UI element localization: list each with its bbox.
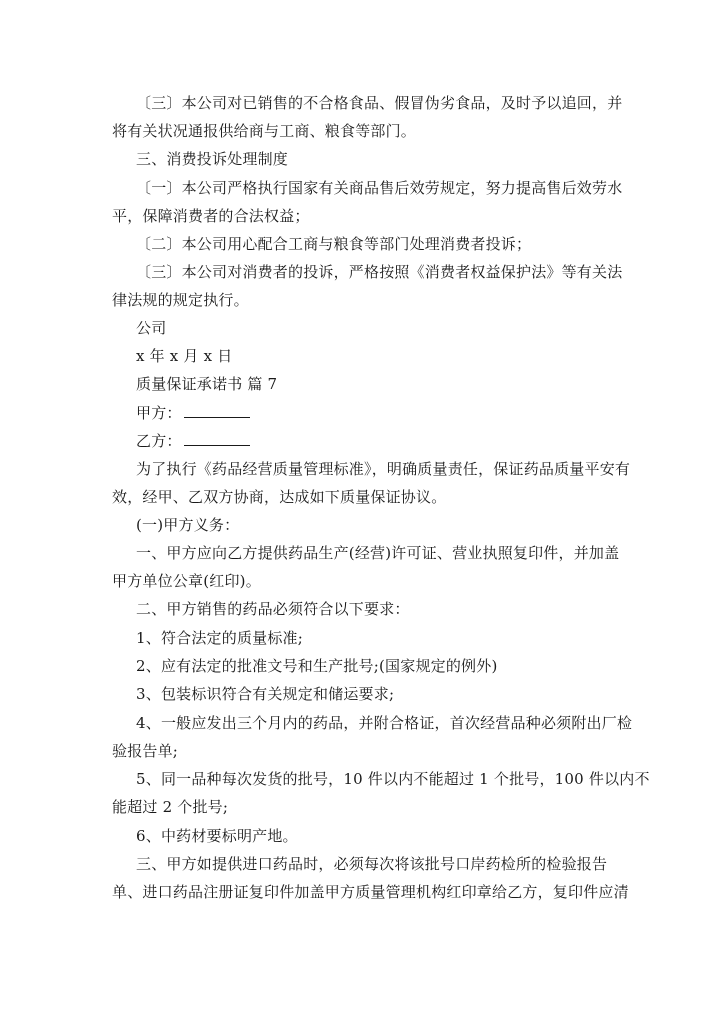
paragraph-line: 〔一〕本公司严格执行国家有关商品售后效劳规定，努力提高售后效劳水: [136, 179, 623, 197]
paragraph-line: 效，经甲、乙双方协商，达成如下质量保证协议。: [112, 488, 447, 506]
paragraph-line: 二、甲方销售的药品必须符合以下要求：: [136, 600, 410, 618]
list-item: 5、同一品种每次发货的批号，10 件以内不能超过 1 个批号，100 件以内不: [136, 770, 650, 788]
section-heading: 三、消费投诉处理制度: [136, 150, 289, 168]
paragraph-line: 平，保障消费者的合法权益；: [112, 207, 310, 225]
party-a-field: [136, 403, 250, 423]
paragraph-line: 〔三〕本公司对消费者的投诉，严格按照《消费者权益保护法》等有关法: [136, 263, 623, 281]
list-item: 2、应有法定的批准文号和生产批号;(国家规定的例外): [136, 657, 498, 675]
paragraph-line: 律法规的规定执行。: [112, 291, 249, 309]
list-item: 6、中药材要标明产地。: [136, 827, 298, 845]
paragraph-line: 为了执行《药品经营质量管理标准》，明确质量责任，保证药品质量平安有: [136, 460, 631, 478]
party-b-field: [136, 431, 250, 451]
list-item: 1、符合法定的质量标准;: [136, 629, 303, 647]
party-a-label: 甲方：: [136, 404, 182, 422]
list-item: 4、一般应发出三个月内的药品，并附合格证，首次经营品种必须附出厂检: [136, 714, 633, 732]
document-title: 质量保证承诺书 篇 7: [136, 375, 278, 393]
party-a-blank: [184, 403, 250, 418]
paragraph-line: 三、甲方如提供进口药品时，必须每次将该批号口岸药检所的检验报告: [136, 855, 608, 873]
company-signature: 公司: [136, 319, 167, 337]
paragraph-line: 将有关状况通报供给商与工商、粮食等部门。: [112, 122, 417, 140]
signature-date: x 年 x 月 x 日: [136, 347, 233, 365]
paragraph-line: 〔三〕本公司对已销售的不合格食品、假冒伪劣食品，及时予以追回，并: [136, 94, 623, 112]
paragraph-line: 〔二〕本公司用心配合工商与粮食等部门处理消费者投诉；: [136, 235, 532, 253]
party-b-blank: [184, 431, 250, 446]
party-b-label: 乙方：: [136, 432, 182, 450]
paragraph-line: 甲方单位公章(红印)。: [112, 572, 261, 590]
paragraph-line: 单、进口药品注册证复印件加盖甲方质量管理机构红印章给乙方，复印件应清: [112, 883, 629, 901]
list-item: 3、包装标识符合有关规定和储运要求;: [136, 685, 395, 703]
section-heading: (一)甲方义务：: [136, 516, 240, 534]
list-item-continuation: 能超过 2 个批号;: [112, 798, 229, 816]
paragraph-line: 一、甲方应向乙方提供药品生产(经营)许可证、营业执照复印件，并加盖: [136, 544, 620, 562]
list-item-continuation: 验报告单;: [112, 742, 179, 760]
